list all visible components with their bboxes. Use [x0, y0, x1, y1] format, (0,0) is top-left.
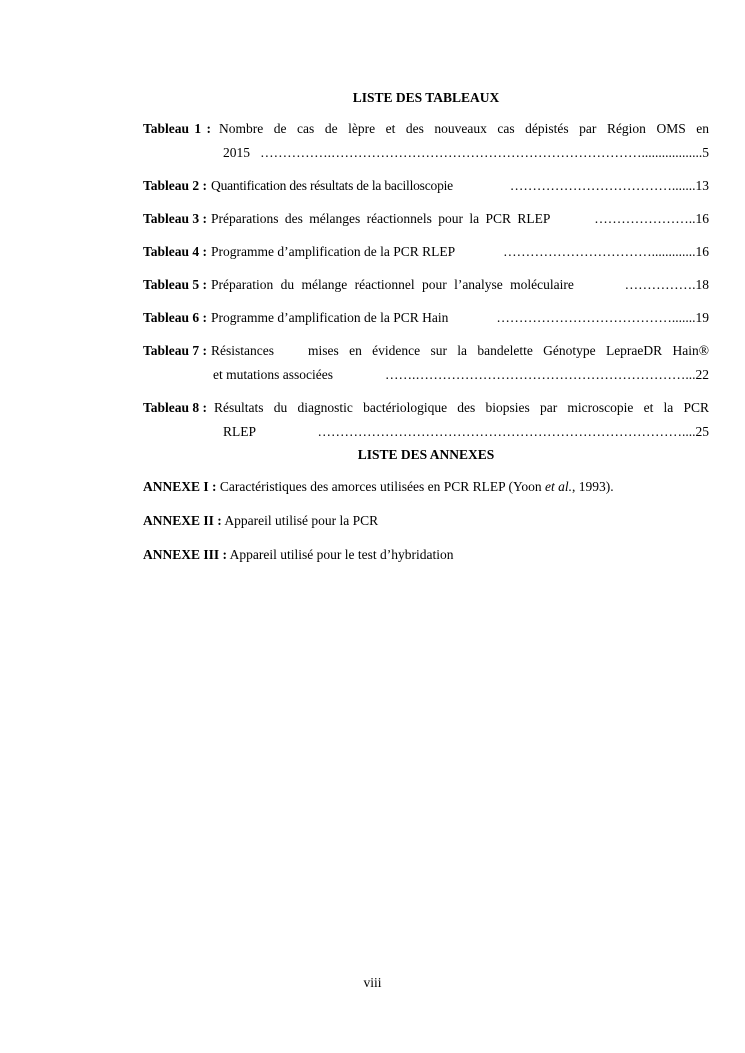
- annex-entry-label: ANNEXE II :: [143, 513, 222, 528]
- table-entry-7[interactable]: [143, 339, 709, 387]
- table-entry-label: Tableau 4 :: [143, 244, 208, 259]
- table-entry-text: Programme d’amplification de la PCR RLEP: [211, 244, 456, 259]
- table-entry-text: Programme d’amplification de la PCR Hain: [211, 310, 449, 325]
- table-entry-label: Tableau 8 :: [143, 400, 208, 415]
- table-entry-text: Nombre de cas de lèpre et des nouveaux cas dépistés par Région OMS en: [219, 121, 709, 136]
- annex-entry-label: ANNEXE III :: [143, 547, 228, 562]
- table-entry-page: 16: [695, 211, 709, 226]
- leader-dots: …….……………………………………………………...: [385, 367, 696, 382]
- list-of-tables-title: LISTE DES TABLEAUX: [352, 90, 500, 105]
- table-entry-1[interactable]: [143, 117, 709, 165]
- leader-dots: ……………………………….......: [509, 178, 696, 193]
- leader-dots: …………….……………………………………………………………..................: [260, 145, 703, 160]
- leader-dots: …………………..: [594, 211, 696, 226]
- table-entry-label: Tableau 5 :: [143, 277, 208, 292]
- list-of-annexes-title: LISTE DES ANNEXES: [357, 447, 495, 462]
- annex-entry-italic: et al.: [544, 479, 572, 494]
- table-entry-text-cont: 2015: [223, 145, 250, 160]
- leader-dots: …………….: [624, 277, 696, 292]
- table-entry-2[interactable]: [143, 174, 709, 198]
- table-entry-page: 19: [695, 310, 709, 325]
- table-entry-page: 22: [695, 367, 709, 382]
- annex-entry-text: Appareil utilisé pour le test d’hybridation: [229, 547, 454, 562]
- annex-entry-text-after: , 1993).: [571, 479, 614, 494]
- table-entry-text: Résistances: [211, 343, 275, 358]
- annex-entry-1[interactable]: [143, 476, 709, 498]
- table-entry-4[interactable]: [143, 240, 709, 264]
- leader-dots: …………………………….............: [503, 244, 696, 259]
- table-entry-5[interactable]: [143, 273, 709, 297]
- annex-entry-2[interactable]: [143, 510, 709, 532]
- annex-entry-label: ANNEXE I :: [143, 479, 217, 494]
- table-entry-text-cont: et mutations associées: [213, 367, 333, 382]
- table-entry-8[interactable]: [143, 396, 709, 444]
- table-entry-page: 25: [695, 424, 709, 439]
- table-entry-text: Quantification des résultats de la bacilloscopie: [211, 178, 453, 193]
- leader-dots: ………………………………….......: [496, 310, 696, 325]
- table-entry-label: Tableau 7 :: [143, 343, 208, 358]
- table-entry-label: Tableau 3 :: [143, 211, 208, 226]
- table-entry-label: Tableau 6 :: [143, 310, 208, 325]
- document-body: [143, 89, 709, 566]
- table-entry-page: 18: [695, 277, 709, 292]
- table-entry-text: Résultats du diagnostic bactériologique des biopsies par microscopie et la PCR: [214, 400, 709, 415]
- table-entry-text-cont: RLEP: [223, 424, 257, 439]
- table-entry-text: Préparations des mélanges réactionnels pour la PCR RLEP: [211, 211, 551, 226]
- table-entry-label: Tableau 2 :: [143, 178, 208, 193]
- leader-dots: ………………………………………………………………………....: [317, 424, 696, 439]
- annex-entry-3[interactable]: [143, 544, 709, 566]
- annex-entry-text: Appareil utilisé pour la PCR: [224, 513, 379, 528]
- table-entry-label: Tableau 1 :: [143, 121, 212, 136]
- page-number: viii: [363, 975, 382, 990]
- table-entry-page: 5: [702, 145, 709, 160]
- table-entry-page: 13: [695, 178, 709, 193]
- table-entry-3[interactable]: [143, 207, 709, 231]
- table-entry-page: 16: [695, 244, 709, 259]
- annex-entry-text: Caractéristiques des amorces utilisées en PCR RLEP (Yoon: [219, 479, 542, 494]
- table-entry-text-b: mises en évidence sur la bandelette Génotype LepraeDR Hain®: [308, 343, 709, 358]
- table-entry-text: Préparation du mélange réactionnel pour l’analyse moléculaire: [211, 277, 574, 292]
- table-entry-6[interactable]: [143, 306, 709, 330]
